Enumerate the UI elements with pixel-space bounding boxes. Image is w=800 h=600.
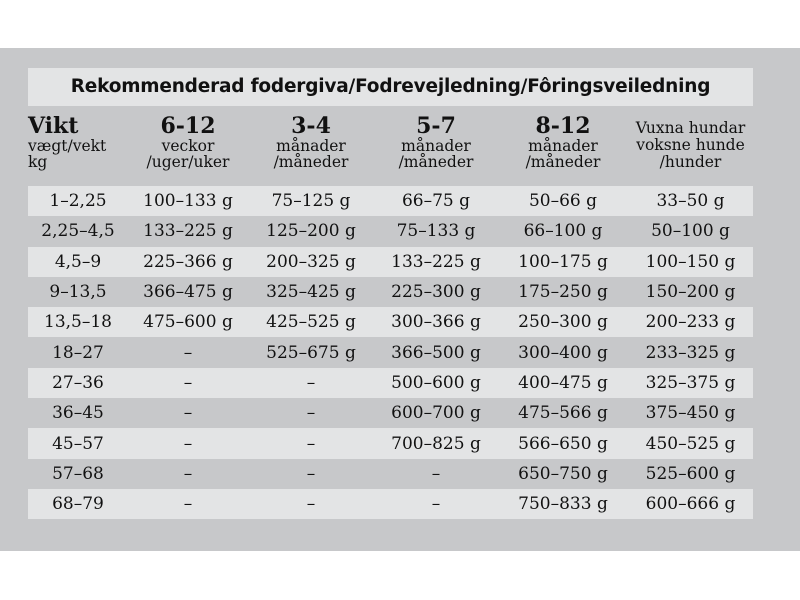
feeding-table-body bbox=[28, 186, 753, 519]
cell-age-8-12-months: 475–566 g bbox=[518, 403, 608, 424]
header-weight-sub1: vægt/vekt bbox=[28, 137, 107, 155]
cell-adult: 100–150 g bbox=[645, 251, 736, 272]
cell-adult: 50–100 g bbox=[651, 221, 730, 242]
header-weight-sub2: kg bbox=[28, 153, 48, 171]
cell-age-8-12-months: 300–400 g bbox=[518, 342, 608, 363]
table-row bbox=[28, 186, 753, 216]
header-6-12-main: 6-12 bbox=[160, 113, 216, 139]
cell-weight: 57–68 bbox=[52, 463, 104, 484]
cell-age-3-4-months: 75–125 g bbox=[271, 191, 351, 212]
header-adult-sub2: voksne hunde bbox=[636, 136, 745, 154]
table-row bbox=[28, 459, 753, 489]
table-row bbox=[28, 277, 753, 307]
cell-age-6-12-weeks: 100–133 g bbox=[143, 191, 233, 212]
cell-age-8-12-months: 250–300 g bbox=[518, 312, 608, 333]
table-row bbox=[28, 307, 753, 337]
cell-weight: 1–2,25 bbox=[49, 191, 107, 212]
table-row bbox=[28, 489, 753, 519]
cell-age-3-4-months: 425–525 g bbox=[266, 312, 356, 333]
cell-age-5-7-months: – bbox=[431, 494, 441, 515]
cell-adult: 600–666 g bbox=[645, 494, 736, 515]
cell-age-6-12-weeks: 133–225 g bbox=[143, 221, 233, 242]
table-row bbox=[28, 337, 753, 367]
header-6-12-sub1: veckor bbox=[161, 137, 215, 155]
header-5-7-sub2: /måneder bbox=[398, 153, 474, 171]
cell-age-6-12-weeks: 475–600 g bbox=[143, 312, 233, 333]
table-row bbox=[28, 398, 753, 428]
cell-age-8-12-months: 750–833 g bbox=[518, 494, 608, 515]
cell-age-5-7-months: 75–133 g bbox=[396, 221, 476, 242]
cell-age-6-12-weeks: 366–475 g bbox=[143, 282, 233, 303]
cell-age-3-4-months: 200–325 g bbox=[266, 251, 356, 272]
header-adult-sub3: /hunder bbox=[659, 153, 722, 171]
cell-age-6-12-weeks: – bbox=[183, 342, 193, 363]
cell-weight: 68–79 bbox=[52, 494, 104, 515]
header-adult-sub1: Vuxna hundar bbox=[635, 119, 746, 137]
header-6-12-weeks bbox=[128, 114, 248, 184]
cell-adult: 525–600 g bbox=[645, 463, 736, 484]
header-5-7-main: 5-7 bbox=[416, 113, 456, 139]
cell-age-6-12-weeks: – bbox=[183, 433, 193, 454]
header-8-12-months bbox=[498, 114, 628, 184]
cell-adult: 33–50 g bbox=[656, 191, 725, 212]
cell-age-8-12-months: 566–650 g bbox=[518, 433, 608, 454]
cell-age-8-12-months: 650–750 g bbox=[518, 463, 608, 484]
cell-age-3-4-months: – bbox=[306, 463, 316, 484]
cell-weight: 2,25–4,5 bbox=[41, 221, 115, 242]
cell-weight: 45–57 bbox=[52, 433, 104, 454]
cell-age-6-12-weeks: 225–366 g bbox=[143, 251, 233, 272]
cell-age-5-7-months: 366–500 g bbox=[391, 342, 481, 363]
header-3-4-sub2: /måneder bbox=[273, 153, 349, 171]
cell-age-5-7-months: 66–75 g bbox=[401, 191, 471, 212]
cell-age-6-12-weeks: – bbox=[183, 372, 193, 393]
header-3-4-main: 3-4 bbox=[291, 113, 331, 139]
table-row bbox=[28, 216, 753, 246]
cell-age-3-4-months: 325–425 g bbox=[266, 282, 356, 303]
table-row bbox=[28, 428, 753, 458]
table-row bbox=[28, 368, 753, 398]
cell-adult: 150–200 g bbox=[645, 282, 736, 303]
cell-age-5-7-months: 300–366 g bbox=[391, 312, 481, 333]
cell-age-3-4-months: 125–200 g bbox=[266, 221, 356, 242]
cell-age-5-7-months: 700–825 g bbox=[391, 433, 481, 454]
cell-age-8-12-months: 50–66 g bbox=[528, 191, 598, 212]
cell-age-8-12-months: 400–475 g bbox=[518, 372, 608, 393]
cell-weight: 13,5–18 bbox=[44, 312, 112, 333]
header-adult-dogs bbox=[628, 120, 753, 190]
cell-adult: 233–325 g bbox=[645, 342, 736, 363]
cell-age-5-7-months: 133–225 g bbox=[391, 251, 481, 272]
cell-adult: 375–450 g bbox=[645, 403, 736, 424]
header-8-12-sub1: månader bbox=[528, 137, 598, 155]
cell-adult: 325–375 g bbox=[645, 372, 736, 393]
cell-age-8-12-months: 100–175 g bbox=[518, 251, 608, 272]
cell-adult: 200–233 g bbox=[645, 312, 736, 333]
header-3-4-months bbox=[248, 114, 374, 184]
header-8-12-main: 8-12 bbox=[535, 113, 591, 139]
cell-weight: 18–27 bbox=[52, 342, 104, 363]
cell-age-3-4-months: 525–675 g bbox=[266, 342, 356, 363]
cell-age-6-12-weeks: – bbox=[183, 494, 193, 515]
cell-weight: 4,5–9 bbox=[54, 251, 102, 272]
cell-age-5-7-months: – bbox=[431, 463, 441, 484]
cell-weight: 9–13,5 bbox=[49, 282, 107, 303]
header-5-7-months bbox=[374, 114, 498, 184]
cell-age-5-7-months: 225–300 g bbox=[391, 282, 481, 303]
cell-weight: 36–45 bbox=[52, 403, 104, 424]
cell-age-6-12-weeks: – bbox=[183, 403, 193, 424]
cell-age-6-12-weeks: – bbox=[183, 463, 193, 484]
header-3-4-sub1: månader bbox=[276, 137, 346, 155]
header-6-12-sub2: /uger/uker bbox=[146, 153, 230, 171]
cell-age-8-12-months: 66–100 g bbox=[523, 221, 603, 242]
cell-age-8-12-months: 175–250 g bbox=[518, 282, 608, 303]
header-5-7-sub1: månader bbox=[401, 137, 471, 155]
cell-adult: 450–525 g bbox=[645, 433, 736, 454]
header-weight-main: Vikt bbox=[28, 113, 79, 139]
table-title: Rekommenderad fodergiva/Fodrevejledning/Fôringsveiledning bbox=[28, 68, 753, 106]
cell-age-3-4-months: – bbox=[306, 494, 316, 515]
cell-age-5-7-months: 500–600 g bbox=[391, 372, 481, 393]
table-row bbox=[28, 247, 753, 277]
cell-age-5-7-months: 600–700 g bbox=[391, 403, 481, 424]
cell-age-3-4-months: – bbox=[306, 403, 316, 424]
cell-weight: 27–36 bbox=[52, 372, 104, 393]
feeding-table-panel bbox=[0, 48, 800, 551]
header-weight bbox=[28, 114, 128, 184]
cell-age-3-4-months: – bbox=[306, 372, 316, 393]
cell-age-3-4-months: – bbox=[306, 433, 316, 454]
header-8-12-sub2: /måneder bbox=[525, 153, 601, 171]
